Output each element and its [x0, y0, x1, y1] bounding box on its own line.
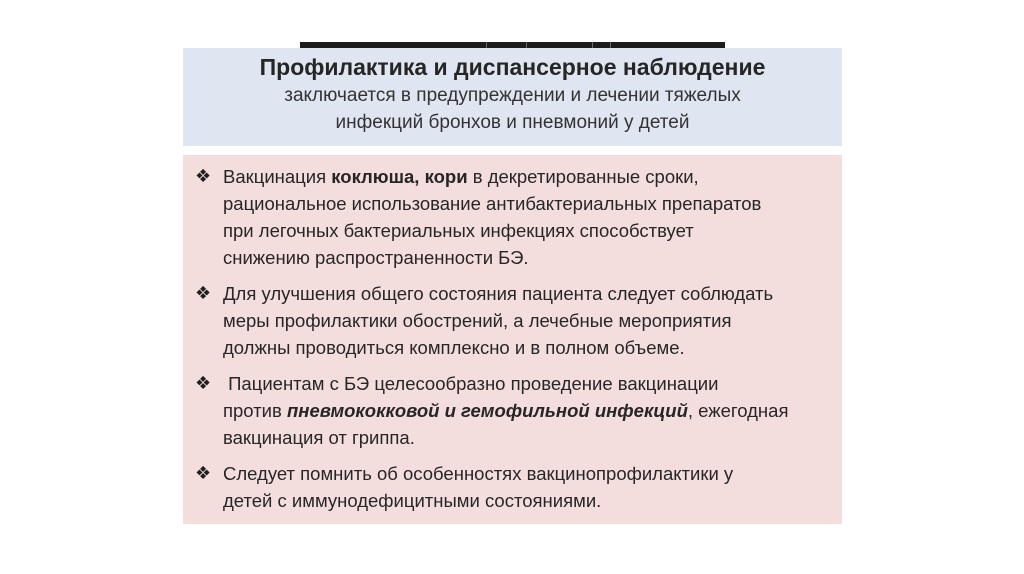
- bullet-line: [223, 397, 828, 424]
- bullet-bold-italic-text: пневмококковой и гемофильной инфекций: [286, 400, 688, 421]
- slide-subtitle-line-1: заключается в предупреждении и лечении тяжелых: [284, 85, 741, 106]
- bullet-pneumococcal-vaccination: [193, 370, 828, 451]
- bullet-line: меры профилактики обострений, а лечебные мероприятия: [223, 310, 732, 331]
- slide-header: [183, 48, 842, 146]
- bullet-text: в декретированные сроки,: [467, 166, 699, 187]
- bullet-vaccination: [193, 163, 828, 271]
- diamond-bullet-icon: ❖: [195, 463, 212, 483]
- diamond-bullet-icon: ❖: [195, 166, 212, 186]
- bullet-line: при легочных бактериальных инфекциях способствует: [223, 220, 694, 241]
- bullet-line: Для улучшения общего состояния пациента следует соблюдать: [223, 283, 774, 304]
- bullet-immunodeficiency: [193, 460, 828, 514]
- bullet-line: снижению распространенности БЭ.: [223, 247, 529, 268]
- bullet-line: Пациентам с БЭ целесообразно проведение вакцинации: [223, 373, 719, 394]
- diamond-bullet-icon: ❖: [195, 373, 212, 393]
- bullet-line: детей с иммунодефицитными состояниями.: [223, 490, 602, 511]
- bullet-general-condition: [193, 280, 828, 361]
- bullet-text: против: [223, 400, 287, 421]
- slide-subtitle-line-2: инфекций бронхов и пневмоний у детей: [335, 112, 690, 133]
- bullet-text: , ежегодная: [687, 400, 789, 421]
- bullet-line: [223, 163, 828, 190]
- slide-content: [183, 155, 842, 524]
- bullet-text: Вакцинация: [223, 166, 332, 187]
- diamond-bullet-icon: ❖: [195, 283, 212, 303]
- bullet-line: рациональное использование антибактериальных препаратов: [223, 193, 762, 214]
- bullet-line: должны проводиться комплексно и в полном объеме.: [223, 337, 685, 358]
- bullet-line: Следует помнить об особенностях вакцинопрофилактики у: [223, 463, 734, 484]
- bullet-line: вакцинация от гриппа.: [223, 427, 415, 448]
- slide-title: Профилактика и диспансерное наблюдение: [259, 54, 766, 80]
- bullet-bold-text: коклюша, кори: [331, 166, 468, 187]
